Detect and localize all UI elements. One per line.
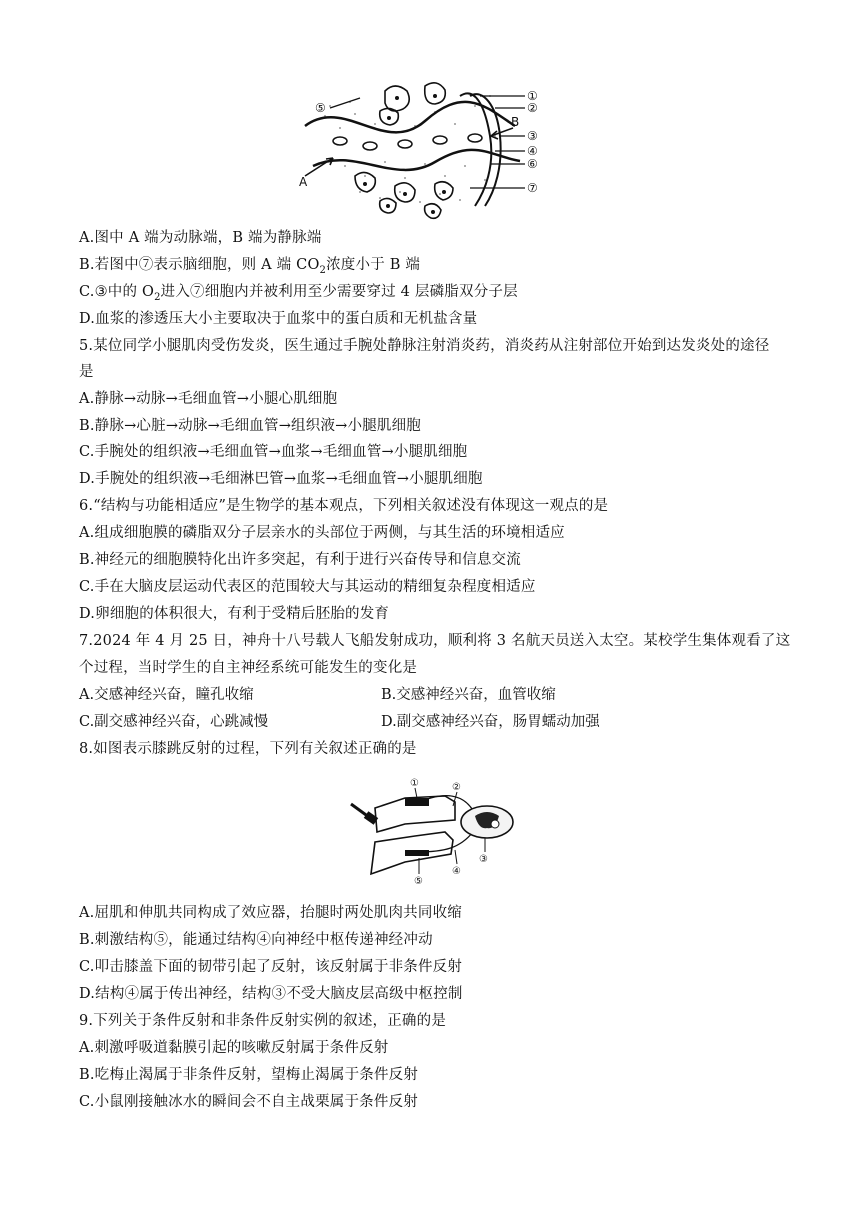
q5-option-b: B.静脉→心脏→动脉→毛细血管→组织液→小腿肌细胞 bbox=[79, 418, 422, 434]
q7-option-b: B.交感神经兴奋，血管收缩 bbox=[381, 687, 556, 703]
q5-option-c: C.手腕处的组织液→毛细血管→血浆→毛细血管→小腿肌细胞 bbox=[79, 444, 468, 460]
q8-option-a: A.屈肌和伸肌共同构成了效应器，抬腿时两处肌肉共同收缩 bbox=[79, 905, 462, 921]
q4-option-c bbox=[79, 282, 518, 302]
q5-option-a: A.静脉→动脉→毛细血管→小腿心肌细胞 bbox=[79, 391, 338, 407]
q9-stem: 9.下列关于条件反射和非条件反射实例的叙述，正确的是 bbox=[79, 1013, 447, 1029]
q9-option-c: C.小鼠刚接触冰水的瞬间会不自主战栗属于条件反射 bbox=[79, 1094, 418, 1110]
q4-fig-label-6: ⑥ bbox=[527, 157, 538, 171]
q8-fig-label-5: ⑤ bbox=[414, 876, 423, 887]
q4-fig-label-4: ④ bbox=[527, 144, 538, 158]
q5-stem-line2: 是 bbox=[79, 364, 94, 380]
q4-fig-label-1: ① bbox=[527, 89, 538, 103]
q7-option-c: C.副交感神经兴奋，心跳减慢 bbox=[79, 714, 269, 730]
q8-fig-label-3: ③ bbox=[479, 854, 488, 865]
q6-option-a: A.组成细胞膜的磷脂双分子层亲水的头部位于两侧，与其生活的环境相适应 bbox=[79, 525, 565, 541]
q4-option-c-post: 进入⑦细胞内并被利用至少需要穿过 4 层磷脂双分子层 bbox=[160, 284, 518, 300]
q4-option-c-sub: 2 bbox=[154, 291, 161, 303]
q4-fig-label-a: A bbox=[299, 175, 308, 189]
q8-option-b: B.刺激结构⑤，能通过结构④向神经中枢传递神经冲动 bbox=[79, 932, 433, 948]
q6-option-c: C.手在大脑皮层运动代表区的范围较大与其运动的精细复杂程度相适应 bbox=[79, 579, 536, 595]
q9-option-a: A.刺激呼吸道黏膜引起的咳嗽反射属于条件反射 bbox=[79, 1040, 389, 1056]
q7-stem-line1: 7.2024 年 4 月 25 日，神舟十八号载人飞船发射成功，顺利将 3 名航天员送入太空。某校学生集体观看了这 bbox=[79, 633, 791, 649]
q9-option-b: B.吃梅止渴属于非条件反射，望梅止渴属于条件反射 bbox=[79, 1067, 419, 1083]
capillary-tissue-figure bbox=[285, 66, 575, 222]
q6-stem: 6.“结构与功能相适应”是生物学的基本观点，下列相关叙述没有体现这一观点的是 bbox=[79, 498, 609, 514]
q8-option-d: D.结构④属于传出神经，结构③不受大脑皮层高级中枢控制 bbox=[79, 986, 463, 1002]
q4-fig-label-b: B bbox=[511, 115, 520, 129]
q4-option-b-sub: 2 bbox=[319, 264, 327, 276]
q4-option-b-pre: B.若图中⑦表示脑细胞，则 A 端 CO bbox=[79, 257, 320, 273]
q4-fig-label-5: ⑤ bbox=[315, 101, 326, 115]
q7-option-d: D.副交感神经兴奋，肠胃蠕动加强 bbox=[381, 714, 600, 730]
q4-option-b bbox=[79, 255, 420, 275]
q8-fig-label-1: ① bbox=[410, 778, 419, 789]
q4-option-b-post: 浓度小于 B 端 bbox=[326, 257, 421, 273]
q8-option-c: C.叩击膝盖下面的韧带引起了反射，该反射属于非条件反射 bbox=[79, 959, 463, 975]
knee-jerk-reflex-figure bbox=[345, 770, 523, 892]
q4-fig-label-3: ③ bbox=[527, 129, 538, 143]
q7-stem-line2: 个过程，当时学生的自主神经系统可能发生的变化是 bbox=[79, 660, 418, 676]
q4-fig-label-7: ⑦ bbox=[527, 181, 538, 195]
q6-option-d: D.卵细胞的体积很大，有利于受精后胚胎的发育 bbox=[79, 606, 390, 622]
q4-option-a: A.图中 A 端为动脉端，B 端为静脉端 bbox=[79, 230, 322, 246]
q8-stem: 8.如图表示膝跳反射的过程，下列有关叙述正确的是 bbox=[79, 741, 417, 757]
q4-option-c-pre: C.③中的 O bbox=[79, 284, 155, 300]
q8-fig-label-2: ② bbox=[452, 782, 461, 793]
q8-fig-label-4: ④ bbox=[452, 866, 461, 877]
q5-option-d: D.手腕处的组织液→毛细淋巴管→血浆→毛细血管→小腿肌细胞 bbox=[79, 471, 483, 487]
q6-option-b: B.神经元的细胞膜特化出许多突起，有利于进行兴奋传导和信息交流 bbox=[79, 552, 521, 568]
q4-fig-label-2: ② bbox=[527, 101, 538, 115]
q5-stem-line1: 5.某位同学小腿肌肉受伤发炎，医生通过手腕处静脉注射消炎药，消炎药从注射部位开始到达发炎处的途径 bbox=[79, 338, 770, 354]
q7-option-a: A.交感神经兴奋，瞳孔收缩 bbox=[79, 687, 254, 703]
q4-option-d: D.血浆的渗透压大小主要取决于血浆中的蛋白质和无机盐含量 bbox=[79, 311, 478, 327]
